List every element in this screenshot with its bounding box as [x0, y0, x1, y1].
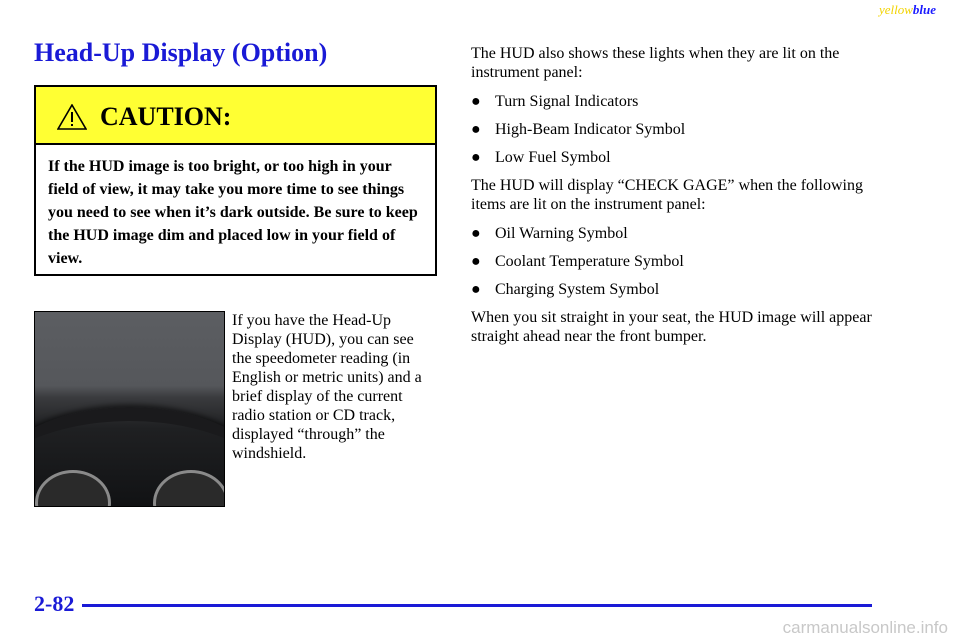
list-item — [471, 252, 891, 271]
check-gage-list — [471, 224, 891, 299]
caution-box — [34, 85, 437, 276]
bullet-icon: ● — [471, 149, 481, 166]
footer-rule — [82, 604, 872, 607]
list-item-label: Coolant Temperature Symbol — [495, 253, 684, 270]
hud-description: If you have the Head-Up Display (HUD), you can see the speedometer reading (in English or metric units) and a brief display of the current radio station or CD track, displayed “through” the windshield. — [232, 312, 422, 462]
color-tag-yellow: yellow — [878, 2, 913, 17]
check-gage-intro: The HUD will display “CHECK GAGE” when the following items are lit on the instrument panel: — [471, 177, 863, 213]
lights-list — [471, 92, 891, 167]
list-item — [471, 224, 891, 243]
page-number: 2-82 — [34, 591, 75, 616]
list-item — [471, 120, 891, 139]
bullet-icon: ● — [471, 121, 481, 138]
list-item — [471, 280, 891, 299]
page-title: Head-Up Display (Option) — [34, 38, 328, 67]
list-item-label: Charging System Symbol — [495, 281, 660, 298]
list-item-label: Low Fuel Symbol — [495, 149, 611, 166]
seat-note: When you sit straight in your seat, the HUD image will appear straight ahead near the front bumper. — [471, 309, 872, 345]
list-item — [471, 148, 891, 167]
warning-triangle-icon — [57, 104, 87, 130]
hud-projection-image — [107, 350, 133, 362]
caution-header — [36, 87, 435, 145]
list-item — [471, 92, 891, 111]
watermark: carmanualsonline.info — [782, 618, 948, 637]
bullet-icon: ● — [471, 225, 481, 242]
caution-label: CAUTION: — [100, 102, 232, 131]
caution-text: If the HUD image is too bright, or too high in your field of view, it may take you more time to see things you need to see when it’s dark outside. Be sure to keep the HUD image dim and placed low in your field of view. — [48, 158, 418, 267]
list-item-label: Oil Warning Symbol — [495, 225, 628, 242]
list-item-label: High-Beam Indicator Symbol — [495, 121, 686, 138]
lights-intro: The HUD also shows these lights when they are lit on the instrument panel: — [471, 45, 840, 81]
list-item-label: Turn Signal Indicators — [495, 93, 639, 110]
hud-photo — [34, 311, 225, 507]
right-column — [471, 44, 891, 346]
color-tag — [879, 2, 936, 18]
color-tag-blue: blue — [912, 2, 936, 17]
bullet-icon: ● — [471, 93, 481, 110]
bullet-icon: ● — [471, 281, 481, 298]
bullet-icon: ● — [471, 253, 481, 270]
